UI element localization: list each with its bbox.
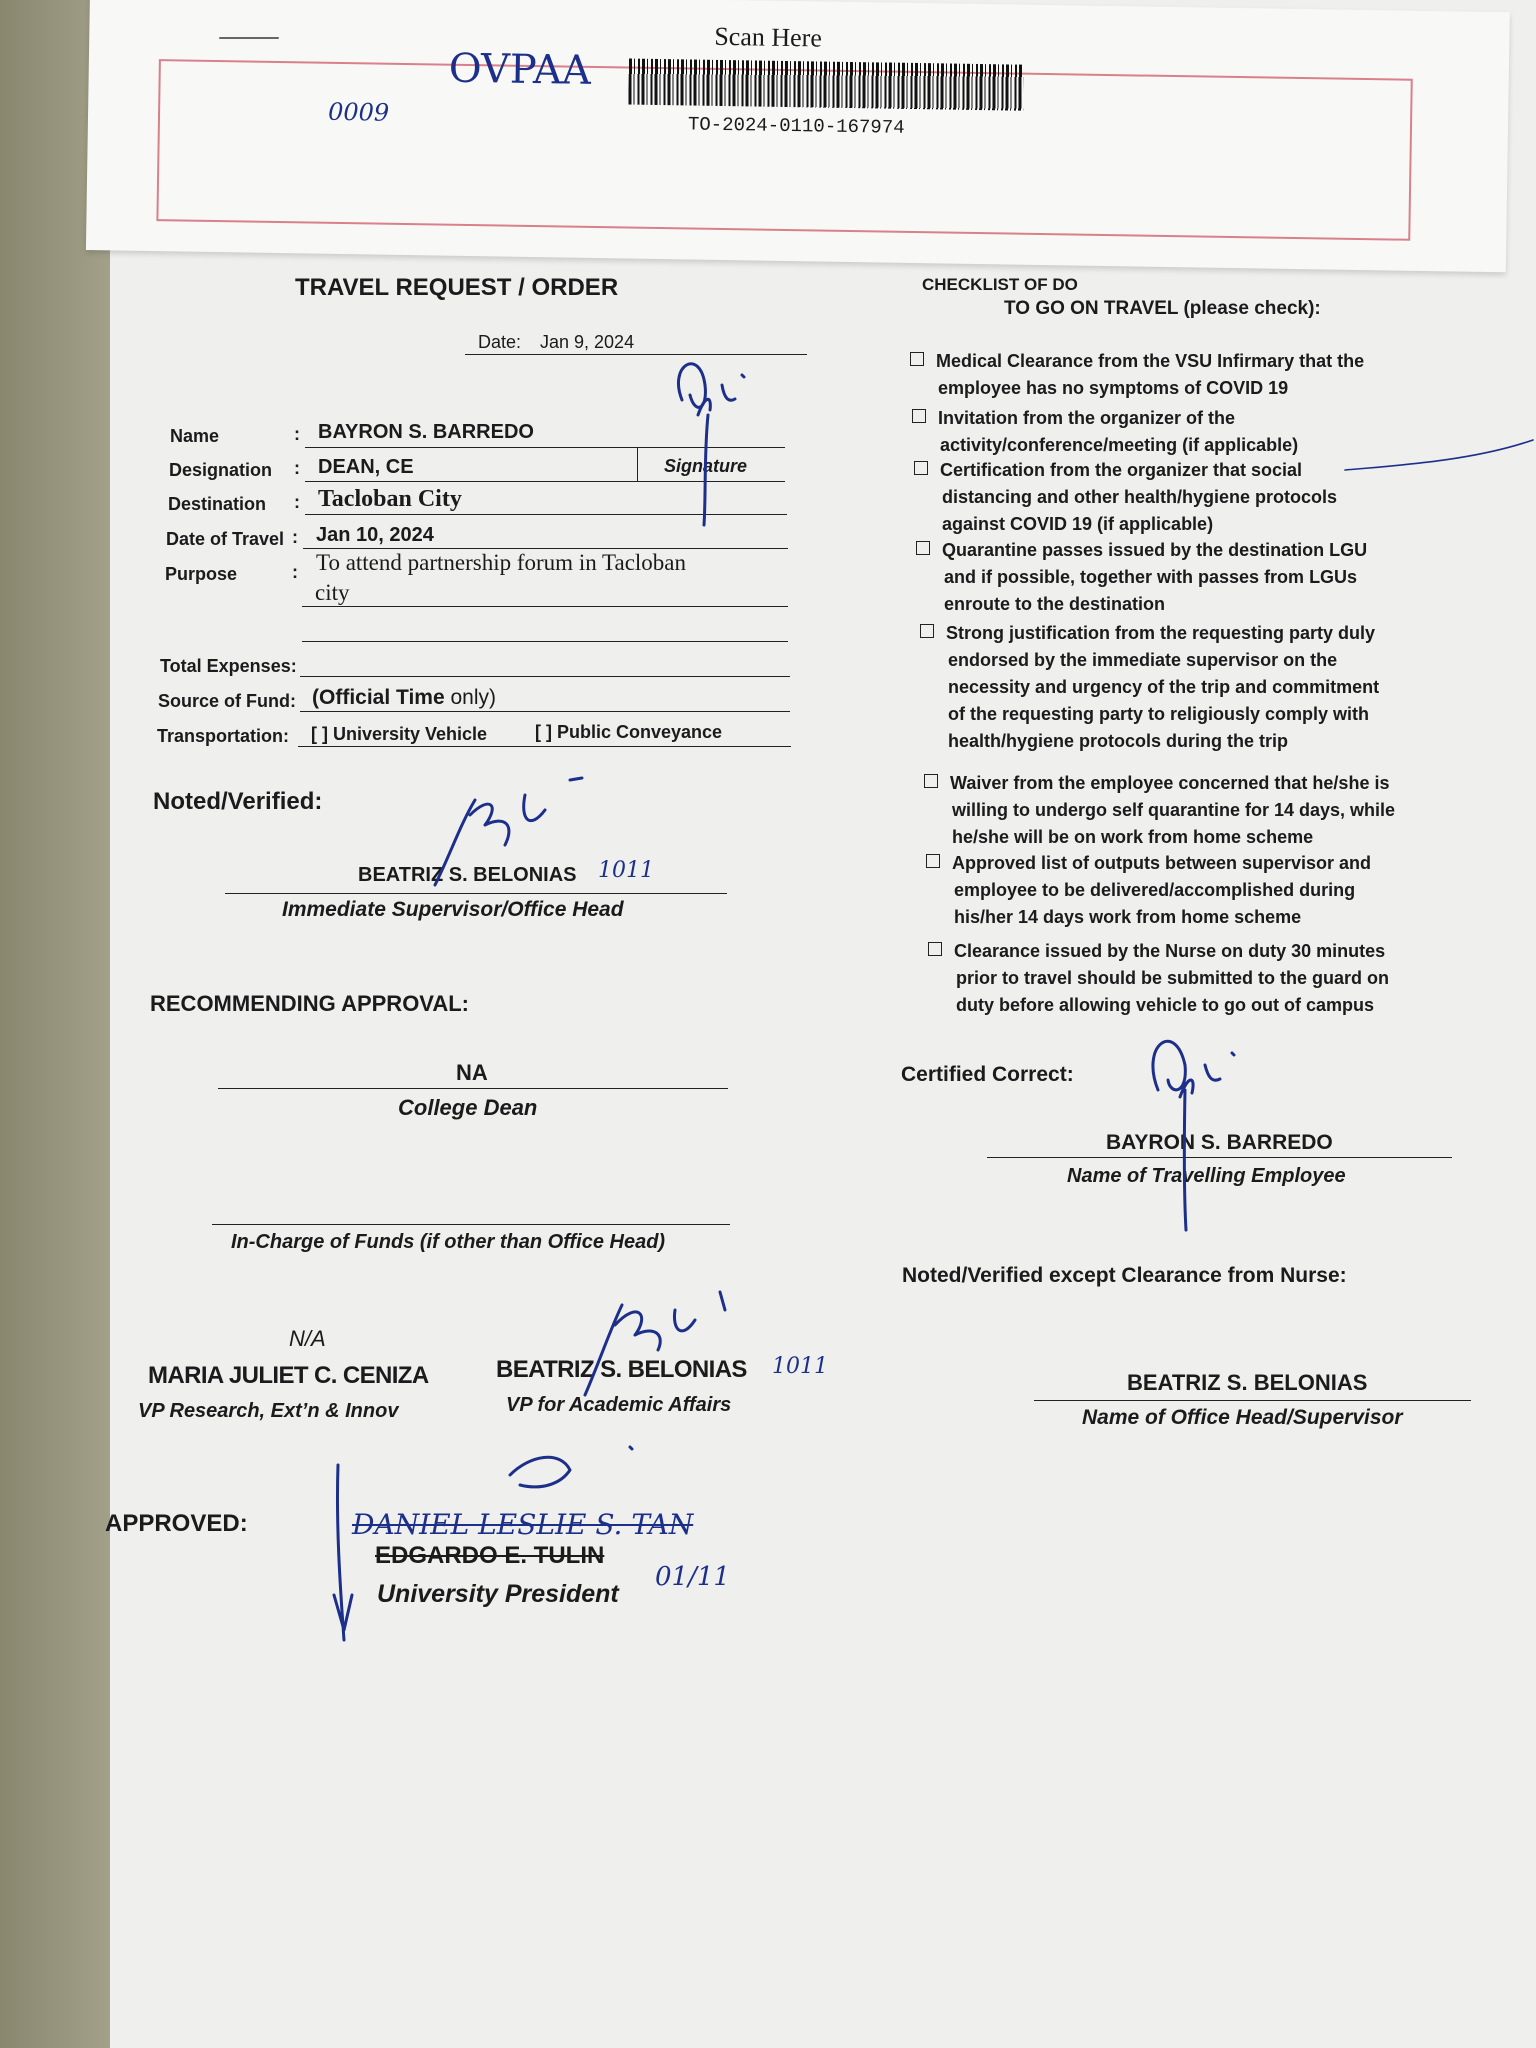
checklist-line: Quarantine passes issued by the destination LGU [942, 540, 1368, 560]
funds-title: In-Charge of Funds (if other than Office Head) [231, 1231, 666, 1253]
checklist-line: distancing and other health/hygiene protocols [942, 487, 1338, 507]
checklist-line: his/her 14 days work from home scheme [954, 907, 1302, 927]
checklist-item-text [926, 850, 1371, 877]
checklist-item-text [916, 564, 1367, 591]
source-of-fund-label: Source of Fund: [158, 691, 296, 711]
checklist-item-text [914, 484, 1337, 511]
funds-line [212, 1224, 730, 1225]
bayron-signature-bottom [1140, 1035, 1240, 1235]
checklist-item [910, 348, 1364, 402]
noted-except-title: Name of Office Head/Supervisor [1082, 1406, 1403, 1429]
vp1-note: N/A [289, 1326, 326, 1351]
belonias-signature-1 [430, 775, 630, 895]
checklist-item-text [920, 674, 1379, 701]
barcode-number: TO-2024-0110-167974 [687, 113, 905, 139]
checklist-line: necessity and urgency of the trip and commitment [948, 677, 1380, 697]
barcode-image[interactable] [628, 58, 1024, 110]
colon: : [294, 458, 300, 478]
colon: : [292, 562, 298, 582]
date-of-travel-line [303, 548, 788, 549]
approved-label: APPROVED: [105, 1510, 248, 1537]
noted-except-label: Noted/Verified except Clearance from Nurse: [902, 1264, 1347, 1287]
dean-name: NA [456, 1060, 488, 1085]
checklist-item-text [924, 824, 1395, 851]
vp2-name: BEATRIZ S. BELONIAS [496, 1356, 747, 1383]
checklist-item [916, 537, 1367, 618]
checklist-line: he/she will be on work from home scheme [952, 827, 1314, 847]
vp2-title: VP for Academic Affairs [506, 1394, 732, 1416]
checklist-line: of the requesting party to religiously comply with [948, 704, 1370, 724]
date-of-travel-label: Date of Travel [166, 529, 285, 549]
checkbox[interactable] [924, 774, 938, 788]
checklist-item [912, 405, 1298, 459]
total-expenses-line [300, 676, 790, 677]
purpose-value-line2: city [315, 580, 350, 605]
certified-title: Name of Travelling Employee [1067, 1165, 1346, 1187]
source-of-fund-line [300, 711, 790, 712]
checklist-item [928, 938, 1389, 1019]
handwritten-number: 0009 [327, 97, 390, 127]
scan-here-title: Scan Here [714, 21, 823, 53]
checklist-item-text [910, 375, 1364, 402]
checkbox[interactable] [926, 854, 940, 868]
purpose-line-2 [302, 641, 788, 642]
vp2-initial-date: 1011 [772, 1354, 828, 1379]
date-of-travel-value: Jan 10, 2024 [316, 524, 434, 546]
bayron-signature-top [660, 355, 780, 525]
desk-background [0, 0, 110, 2048]
checklist-item-text [920, 701, 1379, 728]
purpose-label: Purpose [165, 564, 238, 584]
checkbox[interactable] [914, 461, 928, 475]
checklist-line: endorsed by the immediate supervisor on the [948, 650, 1338, 670]
checklist-item-text [926, 877, 1371, 904]
checklist-item-text [924, 770, 1395, 797]
noted-initial-date: 1011 [598, 858, 654, 883]
transport-option-university-vehicle[interactable]: [ ] University Vehicle [311, 724, 488, 744]
checklist-line: duty before allowing vehicle to go out of campus [956, 995, 1375, 1015]
certified-name: BAYRON S. BARREDO [1106, 1131, 1333, 1154]
checklist-line: health/hygiene protocols during the trip [948, 731, 1289, 751]
checklist-line: Certification from the organizer that social [940, 460, 1303, 480]
signature-divider [637, 448, 638, 482]
checklist-line: against COVID 19 (if applicable) [942, 514, 1214, 534]
checklist-item [914, 457, 1337, 538]
destination-value: Tacloban City [318, 486, 462, 512]
source-of-fund-value [312, 686, 496, 710]
handwritten-office: OVPAA [448, 45, 592, 94]
checklist-item-text [914, 457, 1337, 484]
checklist-line: and if possible, together with passes from LGUs [944, 567, 1358, 587]
checklist-item-text [928, 938, 1389, 965]
checklist-item [920, 620, 1379, 755]
checklist-item-text [920, 647, 1379, 674]
transport-option-public-conveyance[interactable]: [ ] Public Conveyance [535, 722, 723, 742]
purpose-line-1 [302, 606, 788, 607]
checklist-line: enroute to the destination [944, 594, 1166, 614]
checklist-item-text [928, 965, 1389, 992]
dean-title: College Dean [398, 1095, 538, 1120]
transportation-label: Transportation: [157, 726, 290, 746]
colon: : [294, 492, 300, 512]
approved-handwritten-date: 01/11 [655, 1562, 730, 1592]
recommending-label: RECOMMENDING APPROVAL: [150, 991, 469, 1016]
colon: : [294, 424, 300, 444]
vp1-name: MARIA JULIET C. CENIZA [148, 1362, 429, 1389]
checklist-item [924, 770, 1395, 851]
checklist-line: willing to undergo self quarantine for 14 days, while [952, 800, 1396, 820]
name-value: BAYRON S. BARREDO [318, 421, 534, 443]
destination-label: Destination [168, 494, 267, 514]
approved-printed-name: EDGARDO E. TULIN [375, 1542, 605, 1569]
checklist-item-text [916, 591, 1367, 618]
checklist-item-text [910, 348, 1364, 375]
noted-except-name: BEATRIZ S. BELONIAS [1127, 1370, 1368, 1395]
checklist-item-text [914, 511, 1337, 538]
checklist-item-text [928, 992, 1389, 1019]
checklist-item-text [912, 405, 1298, 432]
form-title: TRAVEL REQUEST / ORDER [295, 274, 619, 301]
checkbox[interactable] [928, 942, 942, 956]
checklist-item-text [924, 797, 1395, 824]
certified-label: Certified Correct: [901, 1063, 1074, 1086]
checklist-line: Approved list of outputs between supervisor and [952, 853, 1372, 873]
colon: : [292, 527, 298, 547]
checklist-line: Strong justification from the requesting party duly [946, 623, 1376, 643]
noted-name: BEATRIZ S. BELONIAS [358, 864, 577, 886]
date-label: Date: [478, 332, 522, 352]
source-of-fund-bold: (Official Time [312, 686, 445, 709]
source-of-fund-rest: only) [450, 686, 497, 709]
date-value: Jan 9, 2024 [540, 332, 635, 352]
checklist-item [926, 850, 1371, 931]
checkbox[interactable] [912, 409, 926, 423]
checklist-pen-line [1345, 440, 1535, 480]
staple-mark [220, 32, 280, 44]
president-signature [330, 1445, 660, 1645]
checklist-line: Waiver from the employee concerned that he/she is [950, 773, 1390, 793]
checkbox[interactable] [910, 352, 924, 366]
total-expenses-label: Total Expenses: [160, 656, 297, 676]
checklist-line: Invitation from the organizer of the [938, 408, 1236, 428]
checklist-item-text [912, 432, 1298, 459]
checklist-title-partial: CHECKLIST OF DO [922, 275, 1078, 291]
approved-title: University President [377, 1580, 619, 1608]
checklist-item-text [920, 620, 1379, 647]
checklist-line: employee to be delivered/accomplished during [954, 880, 1356, 900]
transportation-line [298, 746, 791, 747]
signature-label: Signature [664, 456, 748, 476]
checklist-item-text [916, 537, 1367, 564]
checklist-item-text [920, 728, 1379, 755]
noted-except-line [1034, 1400, 1471, 1401]
belonias-signature-2 [580, 1290, 780, 1400]
designation-label: Designation [169, 460, 273, 480]
approved-handwritten-name: DANIEL LESLIE S. TAN [352, 1508, 694, 1541]
checklist-line: activity/conference/meeting (if applicable) [940, 435, 1299, 455]
checklist-subtitle: TO GO ON TRAVEL (please check): [1004, 298, 1321, 319]
dean-line [218, 1088, 728, 1089]
name-label: Name [170, 426, 220, 446]
checklist-item-text [926, 904, 1371, 931]
purpose-value-line1: To attend partnership forum in Tacloban [316, 550, 686, 575]
noted-title: Immediate Supervisor/Office Head [282, 898, 624, 921]
checkbox[interactable] [920, 624, 934, 638]
checklist-line: prior to travel should be submitted to the guard on [956, 968, 1390, 988]
scan-slip [86, 0, 1510, 272]
noted-label: Noted/Verified: [153, 788, 323, 815]
checklist-line: employee has no symptoms of COVID 19 [938, 378, 1289, 398]
checklist-line: Medical Clearance from the VSU Infirmary that the [936, 351, 1365, 371]
designation-value: DEAN, CE [318, 456, 414, 478]
vp1-title: VP Research, Ext’n & Innov [138, 1400, 399, 1422]
checklist-line: Clearance issued by the Nurse on duty 30 minutes [954, 941, 1386, 961]
checkbox[interactable] [916, 541, 930, 555]
